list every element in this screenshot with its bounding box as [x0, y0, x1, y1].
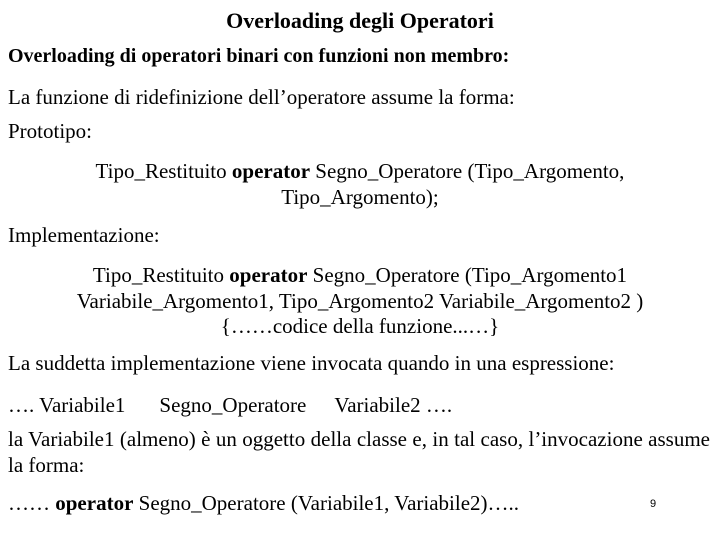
- final-invocation-line: [8, 490, 519, 516]
- impl-signature: Segno_Operatore (Tipo_Argomento1: [307, 263, 628, 287]
- prototype-label: Prototipo:: [8, 119, 93, 143]
- impl-operator-keyword: operator: [229, 263, 308, 287]
- implementation-line-1: [0, 262, 720, 288]
- expression-operator: Segno_Operatore: [159, 393, 307, 417]
- final-ellipsis: ……: [8, 491, 56, 515]
- prototype-return-type: Tipo_Restituito: [95, 159, 232, 183]
- implementation-label: Implementazione:: [8, 223, 160, 247]
- implementation-line-2: Variabile_Argomento1, Tipo_Argomento2 Variabile_Argomento2 ): [76, 289, 644, 313]
- page-number: 9: [650, 498, 657, 510]
- expression-line: [8, 392, 452, 418]
- slide-subtitle: Overloading di operatori binari con funzioni non membro:: [8, 45, 510, 67]
- slide-title: Overloading degli Operatori: [226, 8, 494, 33]
- explanation-text: la Variabile1 (almeno) è un oggetto della classe e, in tal caso, l’invocazione assume la forma:: [8, 427, 710, 477]
- invocation-text: La suddetta implementazione viene invocata quando in una espressione:: [8, 351, 615, 375]
- intro-text: La funzione di ridefinizione dell’operatore assume la forma:: [8, 85, 515, 109]
- prototype-signature: Segno_Operatore (Tipo_Argomento,: [310, 159, 625, 183]
- final-operator-keyword: operator: [55, 491, 134, 515]
- prototype-line-2: Tipo_Argomento);: [281, 185, 439, 209]
- implementation-line-3: {……codice della funzione...…}: [220, 314, 500, 338]
- impl-return-type: Tipo_Restituito: [92, 263, 230, 287]
- expression-operand-1: …. Variabile1: [8, 393, 126, 417]
- final-call: Segno_Operatore (Variabile1, Variabile2)…..: [133, 491, 520, 515]
- prototype-operator-keyword: operator: [231, 159, 311, 183]
- prototype-line-1: [0, 158, 720, 184]
- expression-operand-2: Variabile2 ….: [334, 393, 453, 417]
